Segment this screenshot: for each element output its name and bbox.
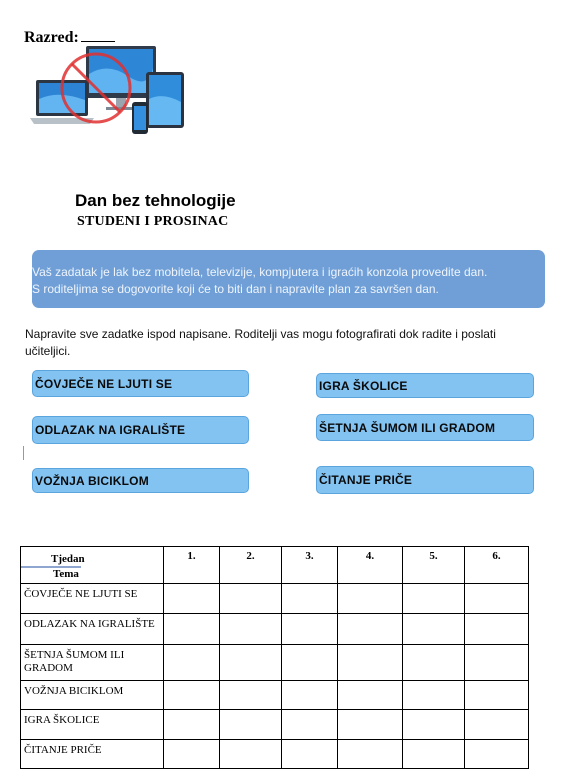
check-cell[interactable] xyxy=(465,645,529,681)
instruction-line: učiteljici. xyxy=(25,344,71,358)
progress-table xyxy=(20,546,529,769)
check-cell[interactable] xyxy=(403,681,465,710)
no-devices-icon xyxy=(28,44,188,142)
table-row xyxy=(21,681,529,710)
table-row xyxy=(21,614,529,645)
week-header: 2. xyxy=(220,547,282,584)
task-box: IGRA ŠKOLICE xyxy=(316,373,534,398)
check-cell[interactable] xyxy=(164,584,220,614)
table-corner-cell xyxy=(21,547,164,584)
class-label-text: Razred: xyxy=(24,29,79,46)
check-cell[interactable] xyxy=(220,681,282,710)
page-subtitle: STUDENI I PROSINAC xyxy=(77,214,229,229)
task-box: ČOVJEČE NE LJUTI SE xyxy=(32,370,249,397)
check-cell[interactable] xyxy=(282,614,338,645)
check-cell[interactable] xyxy=(220,645,282,681)
instructions xyxy=(25,326,550,360)
row-label: ODLAZAK NA IGRALIŠTE xyxy=(21,614,164,645)
check-cell[interactable] xyxy=(403,740,465,769)
week-header: 5. xyxy=(403,547,465,584)
check-cell[interactable] xyxy=(338,740,403,769)
check-cell[interactable] xyxy=(465,614,529,645)
table-row xyxy=(21,740,529,769)
check-cell[interactable] xyxy=(403,614,465,645)
check-cell[interactable] xyxy=(403,710,465,740)
week-header: 6. xyxy=(465,547,529,584)
check-cell[interactable] xyxy=(338,681,403,710)
info-line: S roditeljima se dogovorite koji će to biti dan i napravite plan za savršen dan. xyxy=(32,282,439,296)
task-box: ŠETNJA ŠUMOM ILI GRADOM xyxy=(316,414,534,441)
check-cell[interactable] xyxy=(164,740,220,769)
table-row xyxy=(21,710,529,740)
instruction-line: Napravite sve zadatke ispod napisane. Roditelji vas mogu fotografirati dok radite i poslati xyxy=(25,327,496,341)
check-cell[interactable] xyxy=(164,645,220,681)
check-cell[interactable] xyxy=(282,740,338,769)
row-label: ČITANJE PRIČE xyxy=(21,740,164,769)
week-header: 3. xyxy=(282,547,338,584)
check-cell[interactable] xyxy=(403,645,465,681)
check-cell[interactable] xyxy=(338,584,403,614)
table-header-row xyxy=(21,547,529,584)
check-cell[interactable] xyxy=(465,710,529,740)
check-cell[interactable] xyxy=(220,584,282,614)
check-cell[interactable] xyxy=(465,681,529,710)
check-cell[interactable] xyxy=(282,681,338,710)
task-description-box xyxy=(32,250,545,308)
info-line: Vaš zadatak je lak bez mobitela, televizije, kompjutera i igraćih konzola provedite dan. xyxy=(32,265,488,279)
week-header: 4. xyxy=(338,547,403,584)
row-label: ČOVJEČE NE LJUTI SE xyxy=(21,584,164,614)
page-title: Dan bez tehnologije xyxy=(75,191,236,210)
check-cell[interactable] xyxy=(338,710,403,740)
week-header: 1. xyxy=(164,547,220,584)
topic-header-label: Tema xyxy=(53,568,79,580)
check-cell[interactable] xyxy=(220,710,282,740)
stray-mark xyxy=(23,446,24,460)
check-cell[interactable] xyxy=(465,584,529,614)
check-cell[interactable] xyxy=(164,681,220,710)
check-cell[interactable] xyxy=(220,740,282,769)
table-row xyxy=(21,645,529,681)
check-cell[interactable] xyxy=(282,584,338,614)
check-cell[interactable] xyxy=(338,645,403,681)
no-devices-illustration xyxy=(28,44,188,142)
check-cell[interactable] xyxy=(338,614,403,645)
row-label: VOŽNJA BICIKLOM xyxy=(21,681,164,710)
check-cell[interactable] xyxy=(282,645,338,681)
row-label: ŠETNJA ŠUMOM ILI GRADOM xyxy=(21,645,164,681)
check-cell[interactable] xyxy=(465,740,529,769)
task-box: ODLAZAK NA IGRALIŠTE xyxy=(32,416,249,444)
row-label: IGRA ŠKOLICE xyxy=(21,710,164,740)
check-cell[interactable] xyxy=(164,614,220,645)
diagonal-divider xyxy=(21,550,164,584)
table-row xyxy=(21,584,529,614)
check-cell[interactable] xyxy=(403,584,465,614)
task-box: VOŽNJA BICIKLOM xyxy=(32,468,249,493)
check-cell[interactable] xyxy=(282,710,338,740)
check-cell[interactable] xyxy=(220,614,282,645)
class-blank-line xyxy=(81,28,115,42)
week-header-label: Tjedan xyxy=(51,553,85,565)
task-box: ČITANJE PRIČE xyxy=(316,466,534,494)
check-cell[interactable] xyxy=(164,710,220,740)
